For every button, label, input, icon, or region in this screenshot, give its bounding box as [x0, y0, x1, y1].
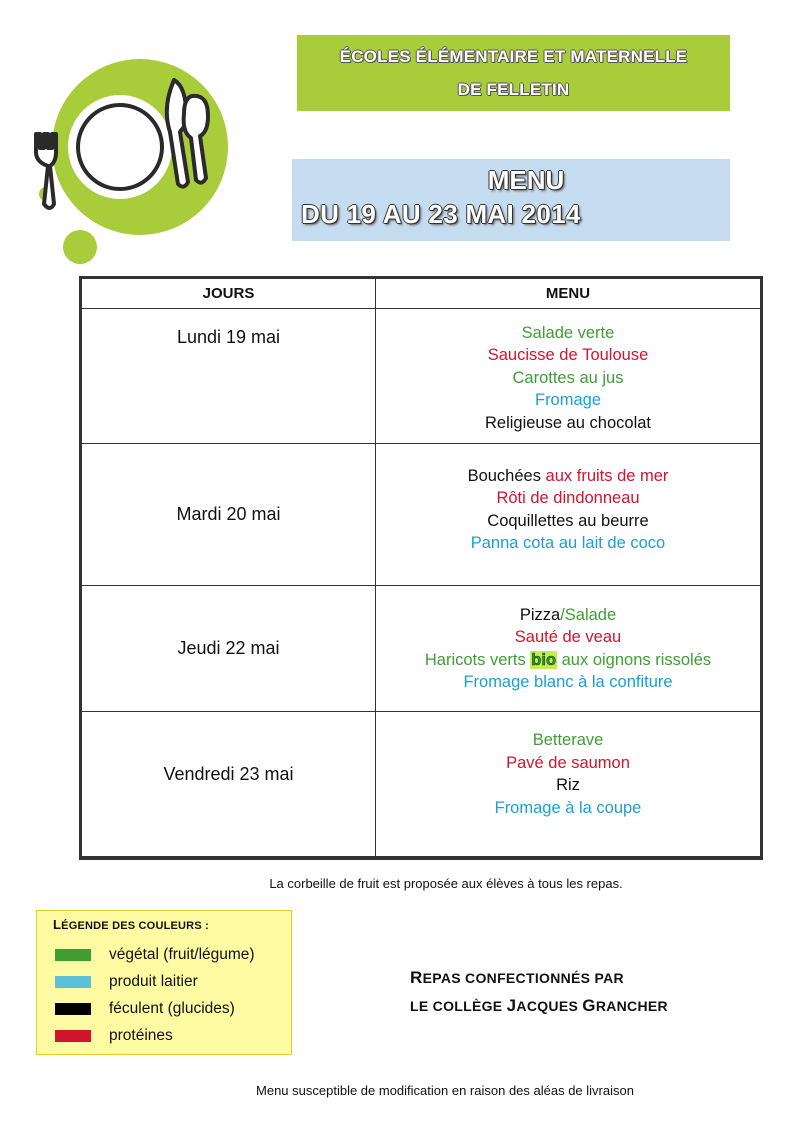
- school-canteen-logo: [28, 52, 228, 267]
- legend-title: LÉGENDE DES COULEURS :: [53, 917, 209, 932]
- dish-item: [376, 510, 760, 533]
- table-row: [82, 586, 761, 712]
- day-cell: Mardi 20 mai: [82, 444, 376, 586]
- dish-text: Pizza: [519, 605, 561, 624]
- table-header-row: [82, 279, 761, 309]
- table-row: [82, 309, 761, 444]
- legend-item-feculent: féculent (glucides): [53, 995, 291, 1022]
- school-name-line2: DE FELLETIN: [457, 80, 570, 99]
- dish-text: Rôti de dindonneau: [496, 489, 640, 507]
- school-name-line1: ÉCOLES ÉLÉMENTAIRE ET MATERNELLE: [339, 47, 688, 66]
- dish-text: Saucisse de Toulouse: [487, 346, 649, 365]
- menu-table: [79, 276, 763, 860]
- dish-text: Religieuse au chocolat: [484, 413, 652, 432]
- menu-title-banner: [292, 159, 730, 241]
- dish-item: [376, 367, 760, 390]
- dish-item: [376, 532, 760, 555]
- dish-item: [376, 671, 760, 694]
- dishes-cell: [376, 712, 761, 857]
- dish-item: [376, 626, 760, 649]
- day-cell: Jeudi 22 mai: [82, 586, 376, 712]
- modification-disclaimer: Menu susceptible de modification en raison des aléas de livraison: [256, 1083, 634, 1098]
- table-row: [82, 444, 761, 586]
- dishes-cell: [376, 444, 761, 586]
- dish-item: [376, 604, 760, 627]
- dish-item: [376, 649, 760, 672]
- dish-item: [376, 465, 760, 488]
- day-cell: Vendredi 23 mai: [82, 712, 376, 857]
- dish-item: [376, 322, 760, 345]
- dish-item: [376, 344, 760, 367]
- dish-item: [376, 774, 760, 797]
- fruit-basket-note: La corbeille de fruit est proposée aux élèves à tous les repas.: [269, 876, 623, 891]
- dish-text: Fromage à la coupe: [494, 798, 642, 817]
- legend-swatch: [55, 1003, 91, 1015]
- dish-item: [376, 729, 760, 752]
- legend-swatch: [55, 976, 91, 988]
- dish-text: aux oignons rissolés: [557, 650, 712, 669]
- legend-item-laitier: produit laitier: [53, 968, 291, 995]
- dish-text: Carottes au jus: [512, 368, 624, 387]
- dishes-cell: [376, 309, 761, 444]
- menu-dates: DU 19 AU 23 MAI 2014: [301, 199, 581, 229]
- prepared-by-line2: LE COLLÈGE JACQUES GRANCHER: [410, 996, 668, 1015]
- dish-text: Coquillettes au beurre: [487, 511, 649, 530]
- dish-item: [376, 389, 760, 412]
- prepared-by-note: [410, 964, 668, 1020]
- bio-badge: bio: [531, 650, 557, 669]
- dish-text: Bouchées: [467, 466, 546, 485]
- legend-swatch: [55, 949, 91, 961]
- day-cell: Lundi 19 mai: [82, 309, 376, 444]
- legend-item-proteines: protéines: [53, 1022, 291, 1049]
- dish-text: Fromage blanc à la confiture: [463, 673, 673, 691]
- header-menu: MENU: [376, 279, 761, 309]
- dish-text: /Salade: [560, 605, 617, 624]
- dish-text: Pavé de saumon: [506, 753, 630, 772]
- dish-text: Sauté de veau: [514, 628, 622, 646]
- legend-swatch: [55, 1030, 91, 1042]
- dishes-cell: [376, 586, 761, 712]
- dish-text: Fromage: [534, 391, 602, 410]
- dish-text: Panna cota au lait de coco: [470, 534, 666, 552]
- dish-text: Betterave: [532, 731, 604, 749]
- legend-item-vegetal: végétal (fruit/légume): [53, 941, 291, 968]
- table-row: [82, 712, 761, 857]
- dish-item: [376, 797, 760, 820]
- school-name-banner: [297, 35, 730, 111]
- color-legend: [36, 910, 292, 1055]
- plate-fork-knife-spoon-icon: [28, 52, 228, 267]
- dish-text: Riz: [556, 776, 580, 794]
- dish-item: [376, 412, 760, 435]
- header-days: JOURS: [82, 279, 376, 309]
- dish-text: aux fruits de mer: [545, 466, 669, 485]
- dish-item: [376, 487, 760, 510]
- dish-item: [376, 752, 760, 775]
- prepared-by-line1: REPAS CONFECTIONNÉS PAR: [410, 968, 624, 987]
- menu-title: MENU: [487, 165, 565, 195]
- dish-text: Salade verte: [521, 323, 615, 342]
- dish-text: Haricots verts: [424, 650, 531, 669]
